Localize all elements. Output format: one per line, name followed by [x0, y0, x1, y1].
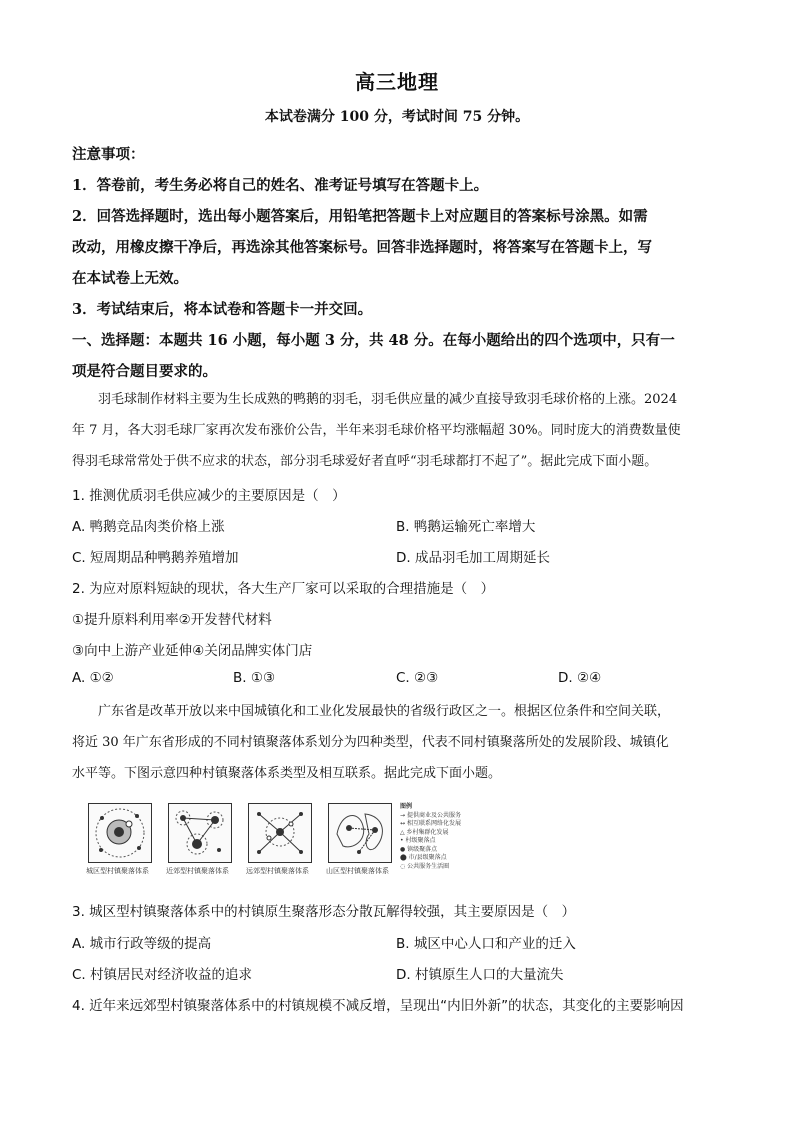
- question-1-stem: 1. 推测优质羽毛供应减少的主要原因是（ ）: [72, 488, 346, 504]
- question-2-option-a: A. ①②: [72, 670, 114, 686]
- notice-item-2-line-2: 改动，用橡皮擦干净后，再选涂其他答案标号。回答非选择题时，将答案写在答题卡上，写: [72, 239, 652, 256]
- question-2-items-2: ③向中上游产业延伸④关闭品牌实体门店: [72, 643, 313, 659]
- passage-badminton: [72, 384, 728, 477]
- legend-item: ↔ 相互联系网络化发展: [400, 820, 461, 827]
- question-2-option-b: B. ①③: [233, 670, 276, 686]
- question-1-option-b: B. 鸭鹅运输死亡率增大: [396, 519, 536, 535]
- panel-mountain: [328, 803, 392, 863]
- question-2-items-1: ①提升原料利用率②开发替代材料: [72, 612, 272, 628]
- panel-near-suburb: [168, 803, 232, 863]
- legend-item: ⬤ 市/县级聚落点: [400, 854, 447, 861]
- legend-item: ● 镇级聚落点: [400, 845, 438, 853]
- panel-urban-graphic: [89, 804, 151, 862]
- legend-item: △ 乡村集群化发展: [400, 828, 449, 836]
- panel-far-suburb: [248, 803, 312, 863]
- page-title: 高三地理: [355, 70, 439, 94]
- question-3-stem: 3. 城区型村镇聚落体系中的村镇原生聚落形态分散瓦解得较强，其主要原因是（ ）: [72, 904, 576, 920]
- figure-caption: 远郊型村镇聚落体系: [246, 867, 309, 875]
- question-3-option-d: D. 村镇原生人口的大量流失: [396, 967, 564, 983]
- passage-guangdong: [72, 696, 728, 789]
- panel-mountain-graphic: [329, 804, 391, 862]
- passage-line: 年 7 月，各大羽毛球厂家再次发布涨价公告，半年来羽毛球价格平均涨幅超 30%。同时庞大的消费数量使: [72, 423, 681, 438]
- notice-item-2-line-1: 2．回答选择题时，选出每小题答案后，用铅笔把答题卡上对应题目的答案标号涂黑。如需: [72, 208, 648, 225]
- section-heading-line-1: 一、选择题：本题共 16 小题，每小题 3 分，共 48 分。在每小题给出的四个选项中，只有一: [72, 332, 675, 349]
- passage-line: 得羽毛球常常处于供不应求的状态，部分羽毛球爱好者直呼“羽毛球都打不起了”。据此完成下面小题。: [72, 454, 658, 469]
- legend-title: 图例: [400, 803, 413, 810]
- notice-item-3: 3．考试结束后，将本试卷和答题卡一并交回。: [72, 301, 373, 318]
- question-3-option-a: A. 城市行政等级的提高: [72, 936, 212, 952]
- question-3-option-b: B. 城区中心人口和产业的迁入: [396, 936, 576, 952]
- panel-far-suburb-graphic: [249, 804, 311, 862]
- question-3-option-c: C. 村镇居民对经济收益的追求: [72, 967, 253, 983]
- passage-line: 将近 30 年广东省形成的不同村镇聚落体系划分为四种类型，代表不同村镇聚落所处的发展阶段、城镇化: [72, 735, 669, 750]
- figure-caption: 山区型村镇聚落体系: [326, 867, 389, 875]
- passage-line: 羽毛球制作材料主要为生长成熟的鸭鹅的羽毛，羽毛供应量的减少直接导致羽毛球价格的上涨。2024: [72, 392, 678, 407]
- figure-legend: [400, 803, 510, 878]
- question-2-option-c: C. ②③: [396, 670, 439, 686]
- passage-line: 广东省是改革开放以来中国城镇化和工业化发展最快的省级行政区之一。根据区位条件和空间关联，: [72, 704, 671, 719]
- question-4-stem: 4. 近年来远郊型村镇聚落体系中的村镇规模不减反增，呈现出“内旧外新”的状态，其变化的主要影响因: [72, 998, 684, 1014]
- legend-item: → 提供商业及公共服务: [400, 811, 461, 819]
- question-2-stem: 2. 为应对原料短缺的现状，各大生产厂家可以采取的合理措施是（ ）: [72, 581, 495, 597]
- question-1-option-a: A. 鸭鹅竞品肉类价格上涨: [72, 519, 225, 535]
- figure-caption: 近郊型村镇聚落体系: [166, 867, 229, 875]
- figure-caption: 城区型村镇聚落体系: [86, 867, 149, 875]
- legend-item: ◌ 公共服务生活圈: [400, 862, 450, 870]
- section-heading-line-2: 项是符合题目要求的。: [72, 363, 217, 380]
- panel-urban: [88, 803, 152, 863]
- question-1-option-c: C. 短周期品种鸭鹅养殖增加: [72, 550, 239, 566]
- notice-item-2-line-3: 在本试卷上无效。: [72, 270, 188, 287]
- exam-info: 本试卷满分 100 分，考试时间 75 分钟。: [264, 109, 530, 125]
- panel-near-suburb-graphic: [169, 804, 231, 862]
- question-2-option-d: D. ②④: [558, 670, 602, 686]
- passage-line: 水平等。下图示意四种村镇聚落体系类型及相互联系。据此完成下面小题。: [72, 766, 502, 781]
- notice-item-1: 1．答卷前，考生务必将自己的姓名、准考证号填写在答题卡上。: [72, 177, 489, 194]
- question-1-option-d: D. 成品羽毛加工周期延长: [396, 550, 550, 566]
- notice-heading: 注意事项：: [72, 146, 145, 163]
- legend-item: • 村级聚落点: [400, 837, 436, 844]
